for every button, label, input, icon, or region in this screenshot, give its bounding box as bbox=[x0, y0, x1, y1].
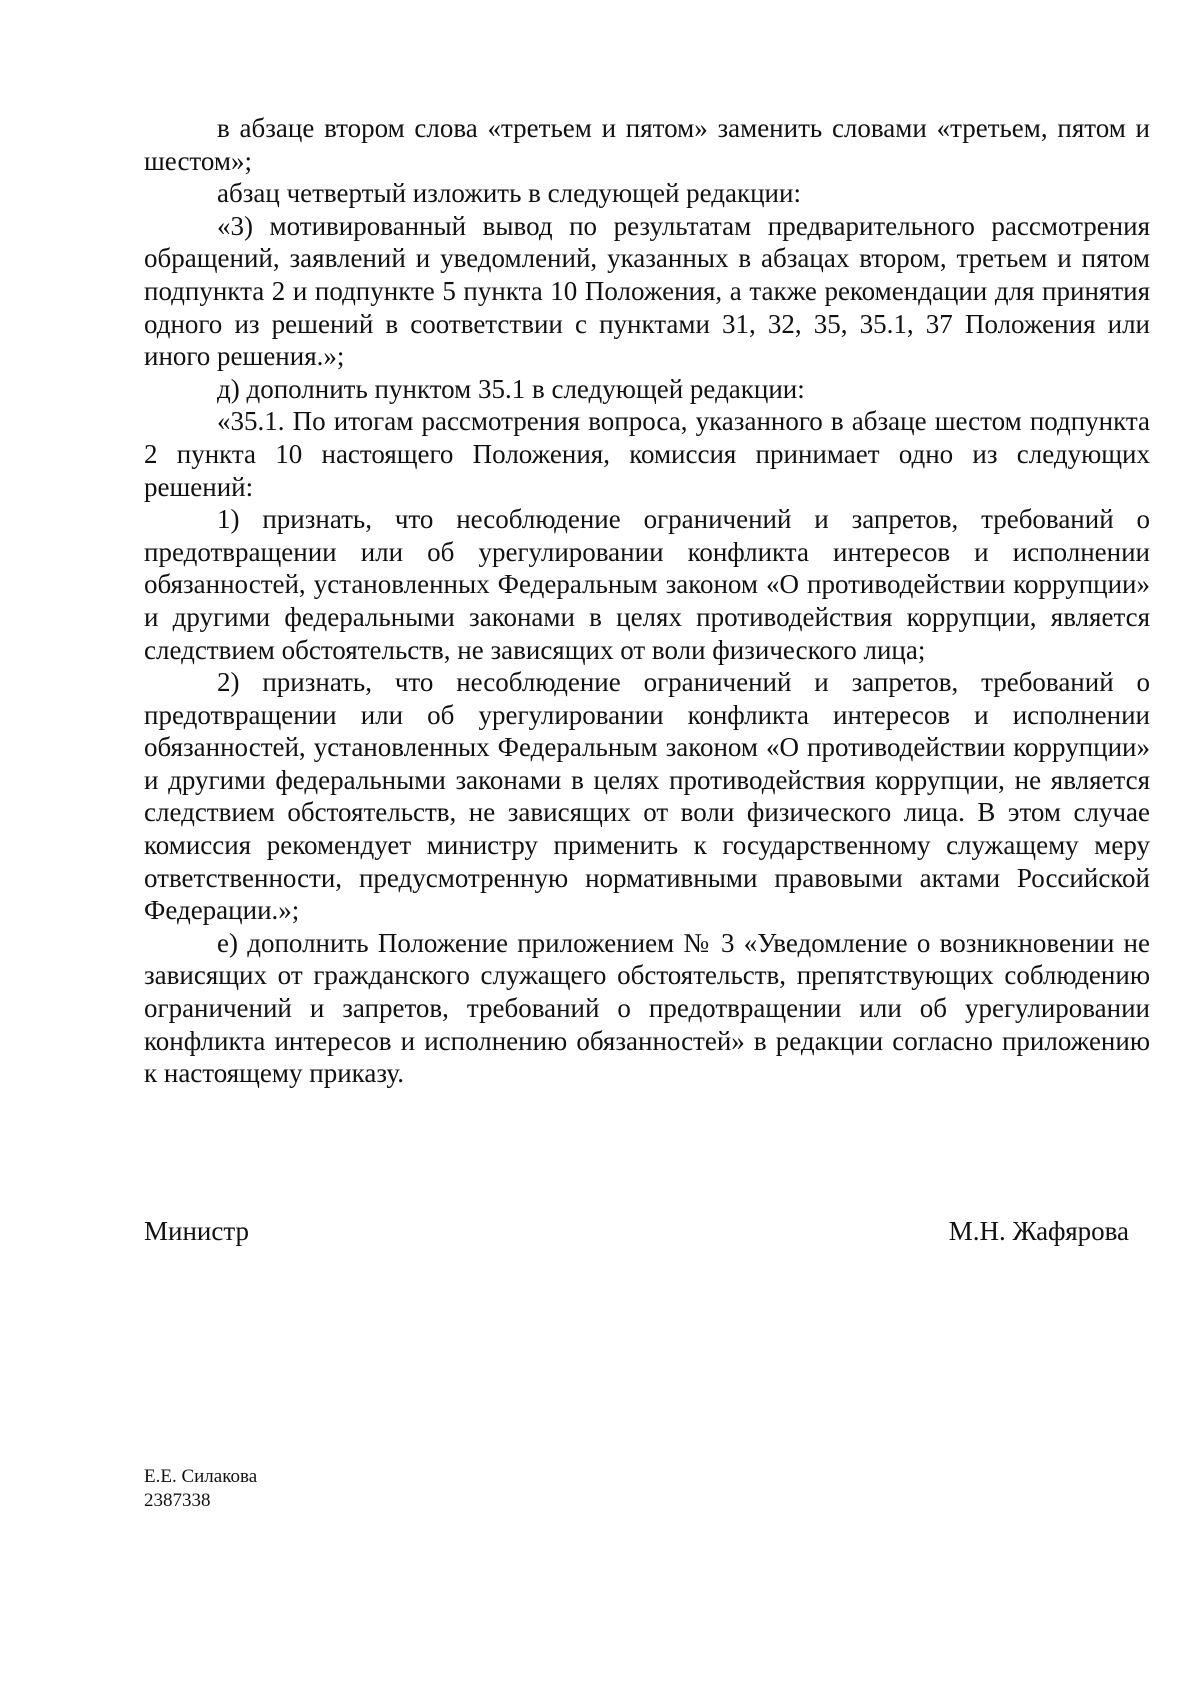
paragraph-clause-35-1: «35.1. По итогам рассмотрения вопроса, указанного в абзаце шестом подпункта 2 пункта 10 настоящего Положения, комиссия принимает одно из следующих решений: bbox=[144, 406, 1150, 502]
paragraph-item-3-conclusion: «3) мотивированный вывод по результатам предварительного рассмотрения обращений, заявлений и уведомлений, указанных в абзацах втором, третьем и пятом подпункта 2 и подпункте 5 пункта 10 Положения, а также рекомендации для принятия одного из решений в соответствии с пунктами 31, 32, 35, 35.1, 37 Положения или иного решения.»; bbox=[144, 210, 1150, 372]
executor-block bbox=[144, 1465, 257, 1513]
paragraph-decision-2: 2) признать, что несоблюдение ограничений и запретов, требований о предотвращении или об урегулировании конфликта интересов и исполнении обязанностей, установленных Федеральным законом «О противодействии коррупции» и другими федеральными законами в целях противодействия коррупции, не является следствием обстоятельств, не зависящих от воли физического лица. В этом случае комиссия рекомендует министру применить к государственному служащему меру ответственности, предусмотренную нормативными правовыми актами Российской Федерации.»; bbox=[144, 667, 1150, 926]
paragraph-decision-1: 1) признать, что несоблюдение ограничений и запретов, требований о предотвращении или об урегулировании конфликта интересов и исполнении обязанностей, установленных Федеральным законом «О противодействии коррупции» и другими федеральными законами в целях противодействия коррупции, является следствием обстоятельств, не зависящих от воли физического лица; bbox=[144, 504, 1150, 665]
signatory-title: Министр bbox=[144, 1216, 249, 1246]
document-body bbox=[144, 112, 1150, 1090]
executor-name: Е.Е. Силакова bbox=[144, 1466, 258, 1487]
paragraph-item-e-appendix: е) дополнить Положение приложением № 3 «Уведомление о возникновении не зависящих от гражданского служащего обстоятельств, препятствующих соблюдению ограничений и запретов, требований о предотвращении или об урегулировании конфликта интересов и исполнению обязанностей» в редакции согласно приложению к настоящему приказу. bbox=[144, 927, 1150, 1089]
paragraph-item-d-intro: д) дополнить пунктом 35.1 в следующей редакции: bbox=[217, 373, 805, 404]
signatory-name: М.Н. Жафярова bbox=[948, 1216, 1129, 1246]
paragraph-fourth-abzac-intro: абзац четвертый изложить в следующей редакции: bbox=[217, 178, 801, 209]
executor-phone: 2387338 bbox=[144, 1490, 211, 1511]
paragraph-amend-second-abzac: в абзаце втором слова «третьем и пятом» заменить словами «третьем, пятом и шестом»; bbox=[144, 113, 1150, 176]
